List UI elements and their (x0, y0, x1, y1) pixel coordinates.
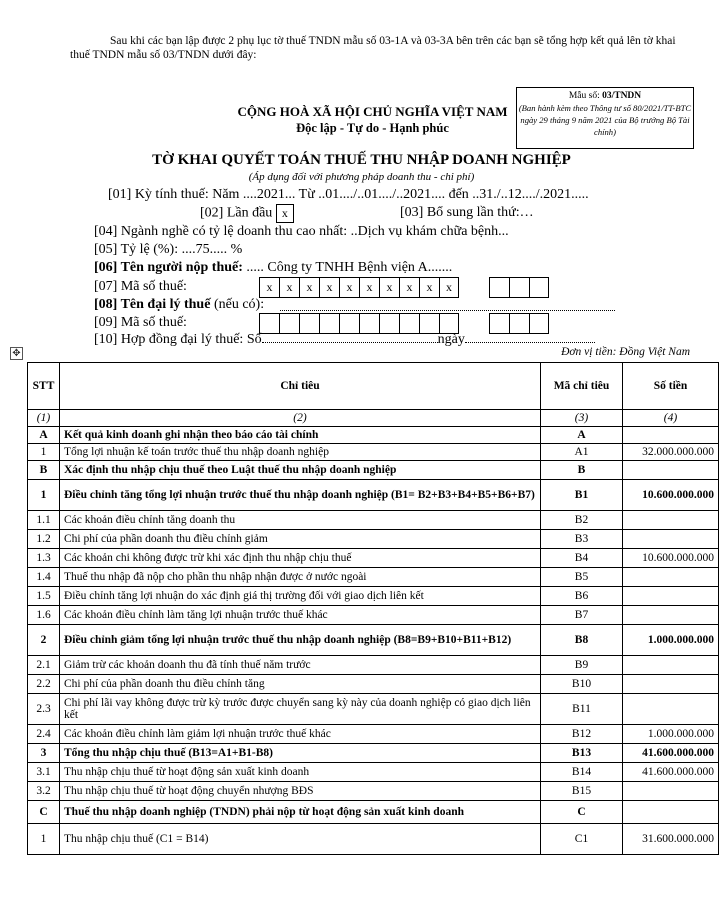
document-subtitle: (Áp dụng đối với phương pháp doanh thu - chi phí) (248, 171, 475, 183)
row-amount (623, 568, 719, 587)
row-stt: 2.4 (28, 725, 60, 744)
table-row (28, 587, 719, 606)
tax-declaration-table (27, 362, 719, 855)
row-code: B8 (541, 625, 623, 656)
header-stt: STT (28, 363, 60, 410)
table-row (28, 801, 719, 824)
row-stt: 2.1 (28, 656, 60, 675)
row-code: B14 (541, 763, 623, 782)
contract-date-label: ngày (437, 332, 465, 347)
document-title: TỜ KHAI QUYẾT TOÁN THUẾ THU NHẬP DOANH NGHIỆP (152, 152, 571, 168)
field-industry: [04] Ngành nghề có tỷ lệ doanh thu cao nhất: ..Dịch vụ khám chữa bệnh... (94, 224, 509, 239)
row-description: Thuế thu nhập doanh nghiệp (TNDN) phải nộp từ hoạt động sản xuất kinh doanh (60, 801, 541, 824)
row-description: Chi phí lãi vay không được trừ kỳ trước được chuyển sang kỳ này của doanh nghiệp có giao dịch liên kết (60, 694, 541, 725)
row-code: B2 (541, 511, 623, 530)
row-code: B1 (541, 480, 623, 511)
currency-unit: Đơn vị tiền: Đồng Việt Nam (561, 346, 690, 358)
table-row (28, 511, 719, 530)
table-row (28, 444, 719, 461)
taxpayer-name-label: [06] Tên người nộp thuế: (94, 260, 243, 275)
row-code: B3 (541, 530, 623, 549)
row-amount (623, 606, 719, 625)
row-description: Điều chỉnh giảm tổng lợi nhuận trước thuế thu nhập doanh nghiệp (B8=B9+B10+B11+B12) (60, 625, 541, 656)
row-code: B7 (541, 606, 623, 625)
row-code: C (541, 801, 623, 824)
row-amount (623, 801, 719, 824)
field-rate: [05] Tỷ lệ (%): ....75..... % (94, 242, 243, 257)
field-tax-period: [01] Kỳ tính thuế: Năm ....2021... Từ ..01..../..01..../..2021.... đến ..31./..12..../.2021..... (108, 187, 589, 202)
table-row (28, 782, 719, 801)
row-stt: 1.5 (28, 587, 60, 606)
form-number: Mẫu số: 03/TNDN (568, 91, 642, 101)
row-stt: 1.3 (28, 549, 60, 568)
row-amount: 32.000.000.000 (623, 444, 719, 461)
row-stt: 1.2 (28, 530, 60, 549)
row-amount (623, 656, 719, 675)
tax-code-boxes-branch[interactable] (489, 277, 549, 298)
row-amount (623, 694, 719, 725)
row-stt: 1.6 (28, 606, 60, 625)
row-description: Tổng thu nhập chịu thuế (B13=A1+B1-B8) (60, 744, 541, 763)
table-row (28, 656, 719, 675)
row-stt: C (28, 801, 60, 824)
header-indicator: Chỉ tiêu (60, 363, 541, 410)
tax-code-box (509, 277, 529, 298)
row-code: B4 (541, 549, 623, 568)
tax-code-box (529, 277, 549, 298)
row-amount: 10.600.000.000 (623, 549, 719, 568)
row-stt: 1 (28, 480, 60, 511)
col-num: (1) (28, 410, 60, 427)
row-code: C1 (541, 824, 623, 855)
contract-number-line[interactable] (262, 342, 438, 343)
row-description: Thuế thu nhập đã nộp cho phần thu nhập nhận được ở nước ngoài (60, 568, 541, 587)
table-row (28, 694, 719, 725)
row-amount: 31.600.000.000 (623, 824, 719, 855)
field-supplement: [03] Bổ sung lần thứ:… (400, 205, 534, 220)
row-stt: 2.2 (28, 675, 60, 694)
row-code: B13 (541, 744, 623, 763)
row-amount: 41.600.000.000 (623, 763, 719, 782)
row-amount: 1.000.000.000 (623, 625, 719, 656)
tax-code-boxes-main[interactable] (259, 277, 459, 298)
row-amount (623, 427, 719, 444)
table-move-handle-icon[interactable]: ✥ (10, 347, 23, 360)
row-stt: 3 (28, 744, 60, 763)
row-stt: 1 (28, 824, 60, 855)
national-motto: Độc lập - Tự do - Hạnh phúc (296, 121, 449, 135)
row-stt: B (28, 461, 60, 480)
row-amount: 10.600.000.000 (623, 480, 719, 511)
row-description: Các khoản điều chỉnh làm tăng lợi nhuận trước thuế khác (60, 606, 541, 625)
field-taxpayer-name (94, 259, 452, 277)
agent-contract-label: [10] Hợp đồng đại lý thuế: Số (94, 332, 262, 347)
table-row (28, 480, 719, 511)
row-stt: A (28, 427, 60, 444)
table-row (28, 763, 719, 782)
table-row (28, 675, 719, 694)
table-row (28, 530, 719, 549)
taxpayer-name-value: ..... Công ty TNHH Bệnh viện A....... (242, 260, 453, 275)
intro-paragraph: Sau khi các bạn lập được 2 phụ lục tờ thuế TNDN mẫu số 03-1A và 03-3A bên trên các bạn sẽ tổng hợp kết quả lên tờ khai thuế TNDN mẫu số 03/TNDN dưới đây: (70, 35, 676, 61)
row-code: B11 (541, 694, 623, 725)
table-row (28, 824, 719, 855)
form-note: (Ban hành kèm theo Thông tư số 80/2021/TT-BTC ngày 29 tháng 9 năm 2021 của Bộ trưởng Bộ Tài chính) (518, 103, 692, 137)
row-stt: 1 (28, 444, 60, 461)
row-amount (623, 587, 719, 606)
row-description: Tổng lợi nhuận kế toán trước thuế thu nhập doanh nghiệp (60, 444, 541, 461)
header-amount: Số tiền (623, 363, 719, 410)
row-code: B6 (541, 587, 623, 606)
row-description: Các khoản chi không được trừ khi xác định thu nhập chịu thuế (60, 549, 541, 568)
first-time-label: [02] Lần đầu (200, 205, 273, 221)
col-num: (4) (623, 410, 719, 427)
row-code: B9 (541, 656, 623, 675)
row-amount (623, 511, 719, 530)
row-stt: 3.1 (28, 763, 60, 782)
row-description: Xác định thu nhập chịu thuế theo Luật thuế thu nhập doanh nghiệp (60, 461, 541, 480)
col-num: (2) (60, 410, 541, 427)
row-description: Các khoản điều chỉnh tăng doanh thu (60, 511, 541, 530)
row-amount (623, 461, 719, 480)
first-time-checkbox[interactable]: x (276, 204, 294, 223)
field-agent-contract (94, 331, 595, 349)
field-agent-tax-code: [09] Mã số thuế: (94, 315, 187, 330)
nation-name: CỘNG HOÀ XÃ HỘI CHỦ NGHĨA VIỆT NAM (237, 104, 508, 119)
table-row (28, 606, 719, 625)
row-code: B12 (541, 725, 623, 744)
tax-code-box: x (379, 277, 399, 298)
table-row (28, 427, 719, 444)
row-description: Thu nhập chịu thuế từ hoạt động chuyển nhượng BĐS (60, 782, 541, 801)
tax-code-box: x (259, 277, 279, 298)
table-row (28, 744, 719, 763)
row-amount: 1.000.000.000 (623, 725, 719, 744)
field-first-time (200, 204, 294, 223)
row-description: Điều chỉnh tăng lợi nhuận do xác định giá thị trường đối với giao dịch liên kết (60, 587, 541, 606)
national-header (230, 104, 515, 136)
table-row (28, 549, 719, 568)
row-amount: 41.600.000.000 (623, 744, 719, 763)
tax-code-box: x (339, 277, 359, 298)
row-stt: 2.3 (28, 694, 60, 725)
tax-agent-name-line[interactable] (280, 310, 615, 311)
tax-code-box (489, 277, 509, 298)
row-code: A1 (541, 444, 623, 461)
tax-code-box: x (299, 277, 319, 298)
row-code: B10 (541, 675, 623, 694)
tax-agent-label: [08] Tên đại lý thuế (94, 297, 211, 312)
tax-code-box: x (279, 277, 299, 298)
tax-code-box: x (419, 277, 439, 298)
tax-code-box: x (359, 277, 379, 298)
row-stt: 1.4 (28, 568, 60, 587)
tax-code-box: x (319, 277, 339, 298)
row-description: Kết quả kinh doanh ghi nhận theo báo cáo tài chính (60, 427, 541, 444)
row-stt: 2 (28, 625, 60, 656)
tax-code-box: x (439, 277, 459, 298)
row-description: Thu nhập chịu thuế (C1 = B14) (60, 824, 541, 855)
field-tax-code: [07] Mã số thuế: (94, 279, 187, 294)
row-description: Các khoản điều chỉnh làm giảm lợi nhuận trước thuế khác (60, 725, 541, 744)
tax-agent-suffix: (nếu có): (210, 297, 265, 312)
field-tax-agent-name (94, 296, 264, 314)
row-code: B (541, 461, 623, 480)
row-code: B5 (541, 568, 623, 587)
form-number-box (516, 87, 694, 149)
table-row (28, 625, 719, 656)
table-row (28, 461, 719, 480)
table-header-row (28, 363, 719, 410)
column-number-row (28, 410, 719, 427)
table-row (28, 568, 719, 587)
row-description: Thu nhập chịu thuế từ hoạt động sản xuất kinh doanh (60, 763, 541, 782)
row-code: A (541, 427, 623, 444)
row-description: Chi phí của phần doanh thu điều chỉnh tăng (60, 675, 541, 694)
row-amount (623, 782, 719, 801)
row-stt: 3.2 (28, 782, 60, 801)
col-num: (3) (541, 410, 623, 427)
row-code: B15 (541, 782, 623, 801)
row-description: Điều chỉnh tăng tổng lợi nhuận trước thuế thu nhập doanh nghiệp (B1= B2+B3+B4+B5+B6+B7) (60, 480, 541, 511)
row-amount (623, 675, 719, 694)
row-description: Chi phí của phần doanh thu điều chỉnh giảm (60, 530, 541, 549)
tax-code-box: x (399, 277, 419, 298)
row-description: Giảm trừ các khoản doanh thu đã tính thuế năm trước (60, 656, 541, 675)
contract-date-line[interactable] (465, 342, 595, 343)
row-amount (623, 530, 719, 549)
row-stt: 1.1 (28, 511, 60, 530)
header-code: Mã chỉ tiêu (541, 363, 623, 410)
table-row (28, 725, 719, 744)
